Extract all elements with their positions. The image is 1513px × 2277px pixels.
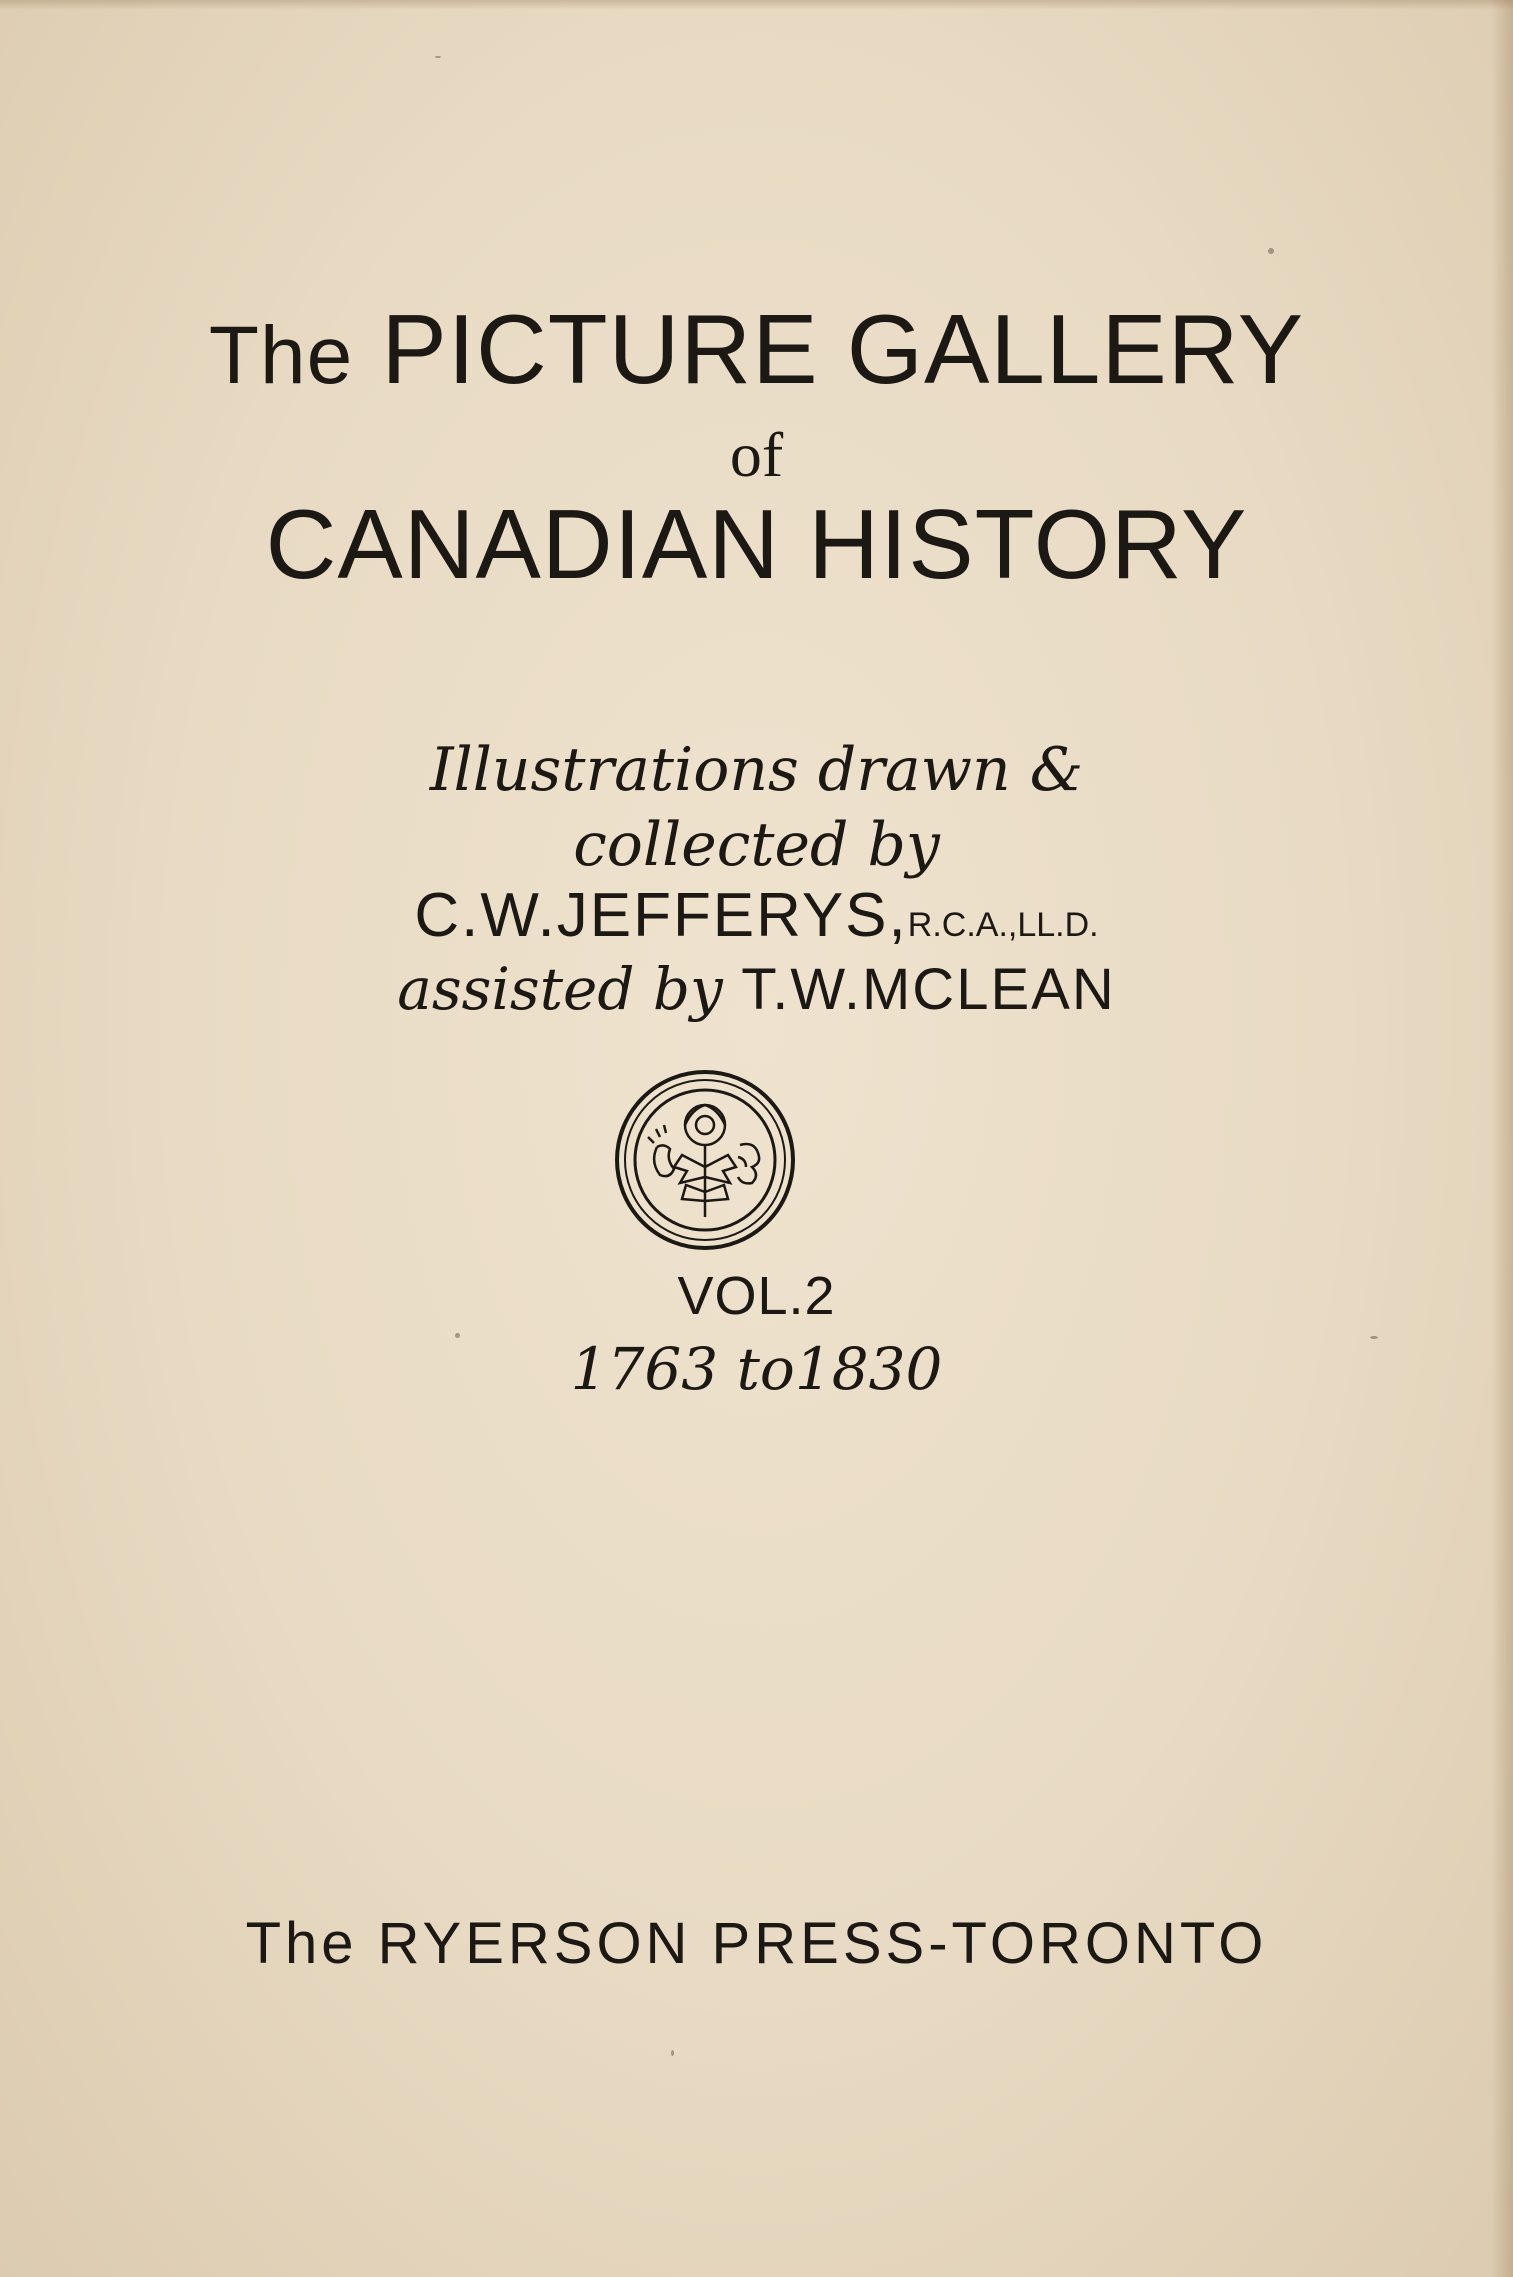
author-name: C.W.JEFFERYS, [414,881,908,950]
paper-speck [1268,248,1274,254]
title-picture-gallery: PICTURE GALLERY [381,294,1305,404]
author-line [0,880,1513,951]
title-the: The [208,310,354,401]
title-line-2: CANADIAN HISTORY [265,489,1248,599]
paper-speck [671,2050,674,2056]
title-of: of [729,419,784,490]
illustrations-line-2: collected by [573,810,940,880]
paper-speck [1370,1336,1378,1339]
page-edge-top [0,0,1513,10]
paper-speck [435,56,441,58]
assisted-line [0,955,1513,1023]
publisher-line: The RYERSON PRESS-TORONTO [245,1911,1268,1976]
assisted-by-label: assisted by [397,955,723,1023]
author-qualifications: R.C.A.,LL.D. [907,906,1099,944]
illustrations-line-1: Illustrations drawn & [429,735,1084,805]
volume-years: 1763 to1830 [570,1335,943,1403]
assistant-name: T.W.MCLEAN [741,957,1116,1022]
rose-thistle-shamrock-maple-emblem-icon [612,1067,798,1253]
title-line-1 [0,294,1513,404]
paper-speck [455,1333,460,1338]
volume-label: VOL.2 [677,1266,836,1326]
